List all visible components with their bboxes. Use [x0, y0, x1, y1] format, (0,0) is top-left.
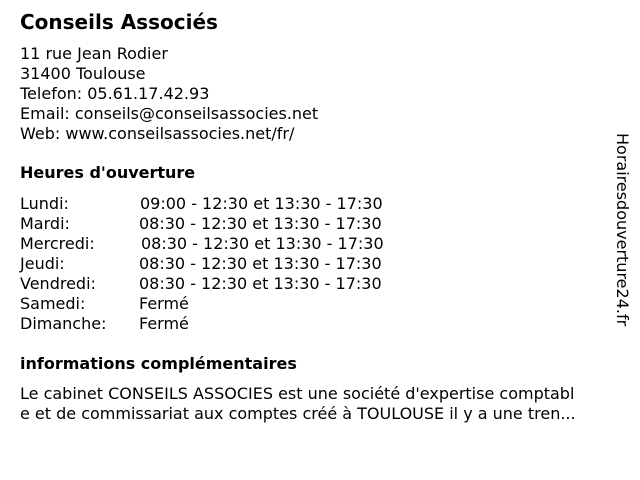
- day-hours: 08:30 - 12:30 et 13:30 - 17:30: [139, 254, 382, 273]
- address-street: 11 rue Jean Rodier: [20, 44, 168, 63]
- phone-text: Telefon: 05.61.17.42.93: [20, 84, 210, 103]
- day-label: Jeudi:: [20, 254, 65, 273]
- email-text: Email: conseils@conseilsassocies.net: [20, 104, 319, 123]
- hours-row-samedi: [20, 294, 440, 314]
- day-hours: 09:00 - 12:30 et 13:30 - 17:30: [140, 194, 383, 213]
- day-hours: 08:30 - 12:30 et 13:30 - 17:30: [139, 214, 382, 233]
- day-label: Mardi:: [20, 214, 70, 233]
- day-hours: Fermé: [139, 294, 189, 313]
- info-line-1: Le cabinet CONSEILS ASSOCIES est une société d'expertise comptabl: [20, 384, 575, 403]
- site-watermark: Horairesdouverture24.fr: [613, 133, 632, 327]
- business-name: Conseils Associés: [20, 10, 218, 34]
- day-label: Dimanche:: [20, 314, 107, 333]
- hours-row-mercredi: [20, 234, 440, 254]
- hours-table: [20, 194, 440, 334]
- contact-block: [20, 44, 318, 144]
- hours-row-mardi: [20, 214, 440, 234]
- info-heading: informations complémentaires: [20, 354, 297, 373]
- hours-row-jeudi: [20, 254, 440, 274]
- web-text: Web: www.conseilsassocies.net/fr/: [20, 124, 295, 143]
- hours-row-dimanche: [20, 314, 440, 334]
- address-city: 31400 Toulouse: [20, 64, 146, 83]
- day-hours: Fermé: [139, 314, 189, 333]
- hours-row-vendredi: [20, 274, 440, 294]
- day-label: Samedi:: [20, 294, 86, 313]
- hours-row-lundi: [20, 194, 440, 214]
- info-description: [20, 384, 630, 424]
- day-hours: 08:30 - 12:30 et 13:30 - 17:30: [141, 234, 384, 253]
- info-line-2: e et de commissariat aux comptes créé à TOULOUSE il y a une tren...: [20, 404, 576, 423]
- hours-heading: Heures d'ouverture: [20, 163, 196, 182]
- day-hours: 08:30 - 12:30 et 13:30 - 17:30: [139, 274, 382, 293]
- day-label: Mercredi:: [20, 234, 95, 253]
- day-label: Vendredi:: [20, 274, 96, 293]
- day-label: Lundi:: [20, 194, 69, 213]
